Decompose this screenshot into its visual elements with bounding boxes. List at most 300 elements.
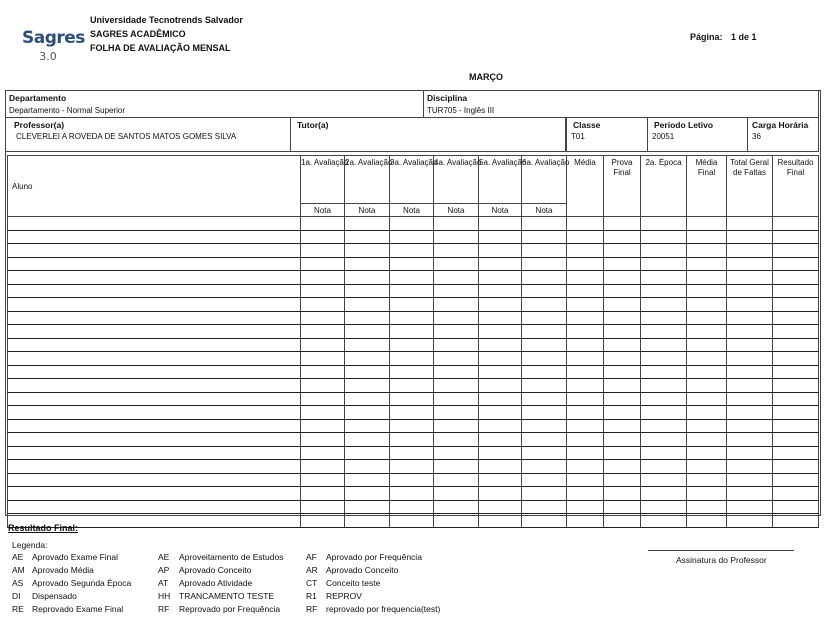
grade-cell [345,365,390,379]
eval-4-header: 4a. Avaliação [434,156,479,204]
grade-cell [567,298,604,312]
grade-cell [390,217,434,231]
professor-label: Professor(a) [14,120,65,130]
student-row [8,433,819,447]
grade-cell [390,284,434,298]
grade-cell [345,392,390,406]
grade-cell [390,311,434,325]
grade-cell [522,433,567,447]
grade-cell [604,460,641,474]
grade-cell [479,298,522,312]
grade-cell [301,311,345,325]
grade-cell [8,392,301,406]
grade-cell [727,338,773,352]
grade-cell [773,257,819,271]
grade-cell [479,217,522,231]
grade-cell [434,379,479,393]
hours-value: 36 [752,132,761,141]
grade-cell [727,379,773,393]
student-row [8,298,819,312]
grade-cell [641,392,687,406]
grade-cell [604,230,641,244]
grade-cell [345,230,390,244]
grade-cell [8,365,301,379]
grade-cell [479,257,522,271]
sagres-logo [22,28,85,63]
grade-cell [522,338,567,352]
grade-cell [641,325,687,339]
legend-text: Aprovado Segunda Época [32,578,132,588]
grade-cell [345,406,390,420]
grade-cell [390,487,434,501]
grade-cell [773,487,819,501]
eval-3-header: 3a. Avaliação [390,156,434,204]
grade-cell [434,352,479,366]
grade-cell [434,419,479,433]
grade-cell [567,392,604,406]
grade-cell [773,311,819,325]
grade-cell [522,406,567,420]
grade-cell [604,487,641,501]
student-row [8,446,819,460]
grade-cell [567,419,604,433]
grade-cell [604,217,641,231]
university-name: Universidade Tecnotrends Salvador [90,15,243,25]
grade-cell [8,433,301,447]
grade-cell [567,460,604,474]
grade-cell [522,325,567,339]
student-row [8,338,819,352]
grade-cell [345,217,390,231]
legend-code: AF [306,552,317,562]
grade-cell [773,217,819,231]
grade-cell [479,284,522,298]
grade-cell [727,514,773,528]
legend-text: Reprovado por Frequência [179,604,281,614]
grade-cell [8,460,301,474]
grade-cell [8,284,301,298]
grade-cell [434,257,479,271]
class-box [566,117,648,152]
grade-cell [522,487,567,501]
grade-cell [345,338,390,352]
grade-cell [727,257,773,271]
grade-cell [641,352,687,366]
legend-code: CT [306,578,318,588]
grade-cell [479,514,522,528]
period-value: 20051 [652,132,675,141]
grade-cell [434,271,479,285]
student-row [8,230,819,244]
grade-cell [8,217,301,231]
grade-cell [567,244,604,258]
grade-cell [727,433,773,447]
grade-cell [434,406,479,420]
grade-cell [434,244,479,258]
legend-code: AE [158,552,170,562]
grade-cell [479,500,522,514]
grade-cell [604,284,641,298]
grade-cell [301,217,345,231]
grade-cell [604,473,641,487]
page-value: 1 de 1 [731,32,757,42]
grade-cell [727,500,773,514]
grade-cell [522,460,567,474]
document-header [90,13,243,55]
grade-cell [567,446,604,460]
grade-cell [567,311,604,325]
grade-cell [434,514,479,528]
legend-text: TRANCAMENTO TESTE [179,591,275,601]
grade-cell [301,406,345,420]
grade-cell [604,514,641,528]
legend-text: Aprovado Média [32,565,94,575]
legend-text: REPROV [326,591,362,601]
grade-cell [522,419,567,433]
grade-cell [390,460,434,474]
grade-cell [8,325,301,339]
eval-2-header: 2a. Avaliação [345,156,390,204]
grade-cell [434,446,479,460]
grade-cell [434,284,479,298]
legend-text: Aprovado Conceito [179,565,252,575]
legend-text: Dispensado [32,591,77,601]
grade-cell [773,244,819,258]
grade-cell [345,473,390,487]
eval-6-header: 6a. Avaliação [522,156,567,204]
grade-cell [301,325,345,339]
grade-cell [8,311,301,325]
grade-cell [522,379,567,393]
grade-cell [687,406,727,420]
grade-cell [773,514,819,528]
department-label: Departamento [9,93,67,103]
grade-cell [390,352,434,366]
legend-code: AS [12,578,24,588]
form-title: FOLHA DE AVALIAÇÃO MENSAL [90,43,231,53]
grade-cell [390,298,434,312]
student-row [8,284,819,298]
logo-name: Sagres [22,28,85,48]
grade-cell [567,487,604,501]
grade-cell [8,352,301,366]
grade-cell [8,500,301,514]
discipline-label: Disciplina [427,93,468,103]
class-value: T01 [571,132,585,141]
grade-cell [390,379,434,393]
grade-cell [727,365,773,379]
grade-cell [345,487,390,501]
media-header: Média [567,156,604,217]
grade-cell [390,500,434,514]
grade-cell [8,271,301,285]
grade-cell [727,325,773,339]
grade-cell [434,500,479,514]
hours-label: Carga Horária [752,120,809,130]
grade-cell [301,500,345,514]
grade-cell [727,284,773,298]
grade-cell [390,514,434,528]
grade-cell [687,446,727,460]
grade-cell [434,365,479,379]
student-row [8,473,819,487]
grade-cell [479,460,522,474]
eval-2-nota: Nota [345,204,390,217]
grade-cell [567,284,604,298]
grade-cell [301,257,345,271]
student-row [8,325,819,339]
grade-cell [479,338,522,352]
eval-5-nota: Nota [479,204,522,217]
grade-cell [390,419,434,433]
grade-cell [773,298,819,312]
legend-code: RF [158,604,170,614]
grade-cell [301,473,345,487]
grade-cell [8,473,301,487]
grade-cell [522,217,567,231]
grade-cell [8,379,301,393]
grade-cell [301,244,345,258]
legend-text: Aprovado Exame Final [32,552,118,562]
grade-cell [567,514,604,528]
grade-cell [773,379,819,393]
legend-code: HH [158,591,171,601]
grade-cell [567,217,604,231]
grade-cell [687,365,727,379]
grade-cell [687,217,727,231]
class-label: Classe [573,120,601,130]
grade-cell [522,244,567,258]
grade-cell [727,230,773,244]
grade-cell [567,230,604,244]
page-indicator [690,30,757,44]
legend-code: DI [12,591,21,601]
grade-cell [687,352,727,366]
grade-cell [390,230,434,244]
grade-cell [345,271,390,285]
result-title: Resultado Final: [8,523,79,533]
grade-cell [479,271,522,285]
grade-cell [727,298,773,312]
grade-cell [641,473,687,487]
grade-cell [522,500,567,514]
grade-cell [773,433,819,447]
tutor-box [290,117,566,152]
grade-cell [8,230,301,244]
grade-cell [522,392,567,406]
grade-cell [641,271,687,285]
total-faltas-header: Total Geral de Faltas [727,156,773,217]
grade-cell [8,244,301,258]
grade-cell [434,433,479,447]
grade-cell [641,217,687,231]
grade-cell [773,271,819,285]
grade-cell [687,500,727,514]
grade-cell [390,433,434,447]
legend-text: reprovado por frequencia(test) [326,604,441,614]
grade-cell [434,473,479,487]
grade-cell [567,379,604,393]
grade-cell [301,352,345,366]
grade-cell [479,392,522,406]
grade-cell [301,338,345,352]
eval-4-nota: Nota [434,204,479,217]
grade-cell [434,392,479,406]
grade-cell [345,284,390,298]
grade-cell [641,298,687,312]
period-label: Período Letivo [654,120,714,130]
grade-grid [7,155,819,528]
grade-cell [345,352,390,366]
legend-text: Aprovado por Frequência [326,552,422,562]
grade-cell [8,419,301,433]
department-box [5,90,424,118]
grade-cell [390,392,434,406]
discipline-value: TUR705 - Inglês III [427,106,495,115]
grade-cell [604,271,641,285]
grade-cell [390,446,434,460]
grade-cell [727,217,773,231]
legend-code: AE [12,552,24,562]
signature-line [648,550,794,551]
grade-cell [604,392,641,406]
grade-cell [641,230,687,244]
grade-cell [687,487,727,501]
logo-version: 3.0 [39,50,57,63]
grade-cell [345,446,390,460]
grade-cell [567,433,604,447]
grade-cell [479,419,522,433]
grade-cell [604,325,641,339]
student-row [8,500,819,514]
grade-cell [604,433,641,447]
grade-cell [727,446,773,460]
tutor-label: Tutor(a) [297,120,329,130]
grade-cell [727,392,773,406]
grade-cell [479,379,522,393]
grade-cell [390,271,434,285]
grade-cell [390,257,434,271]
eval-3-nota: Nota [390,204,434,217]
student-row [8,460,819,474]
grade-cell [434,217,479,231]
discipline-box [423,90,819,118]
grade-cell [390,244,434,258]
grade-cell [687,257,727,271]
grade-cell [641,244,687,258]
grade-cell [604,446,641,460]
grade-cell [522,446,567,460]
grade-cell [8,338,301,352]
legend-code: AR [306,565,318,575]
grade-cell [479,230,522,244]
legend-text: Conceito teste [326,578,381,588]
grade-cell [345,460,390,474]
grade-cell [8,406,301,420]
student-row [8,244,819,258]
grade-cell [434,460,479,474]
page-label: Página: [690,32,723,42]
grade-cell [773,406,819,420]
grade-cell [727,419,773,433]
grade-cell [522,271,567,285]
grade-cell [434,311,479,325]
grade-cell [641,406,687,420]
grade-cell [345,514,390,528]
grade-cell [641,379,687,393]
student-row [8,487,819,501]
grade-cell [687,311,727,325]
grade-cell [301,230,345,244]
grade-cell [567,406,604,420]
grade-cell [522,365,567,379]
grade-cell [8,298,301,312]
grade-cell [522,311,567,325]
department-value: Departamento - Normal Superior [9,106,126,115]
grade-cell [522,352,567,366]
grade-cell [727,406,773,420]
eval-5-header: 5a. Avaliação [479,156,522,204]
grade-cell [522,284,567,298]
grade-cell [641,446,687,460]
grade-cell [345,311,390,325]
grade-cell [434,487,479,501]
grade-cell [301,514,345,528]
grade-cell [479,433,522,447]
grade-cell [345,244,390,258]
grade-cell [345,298,390,312]
grade-cell [687,338,727,352]
hours-box [747,117,819,152]
grade-cell [773,230,819,244]
professor-value: CLEVERLEI A ROVEDA DE SANTOS MATOS GOMES SILVA [16,132,237,141]
grade-cell [479,365,522,379]
grade-cell [479,473,522,487]
grade-cell [687,419,727,433]
grade-cell [641,514,687,528]
student-row [8,406,819,420]
grade-cell [641,460,687,474]
grade-cell [345,419,390,433]
eval-6-nota: Nota [522,204,567,217]
grade-cell [434,298,479,312]
grade-cell [301,379,345,393]
grade-cell [773,325,819,339]
grade-cell [773,460,819,474]
grade-cell [390,338,434,352]
grade-cell [604,406,641,420]
grade-cell [345,325,390,339]
grade-cell [390,325,434,339]
system-name: SAGRES ACADÊMICO [90,29,186,39]
student-row [8,271,819,285]
grade-cell [641,419,687,433]
segunda-epoca-header: 2a. Época [641,156,687,217]
grade-cell [567,365,604,379]
grade-cell [301,271,345,285]
grade-cell [641,487,687,501]
grade-cell [8,487,301,501]
grade-cell [773,338,819,352]
grade-cell [522,298,567,312]
grade-cell [727,244,773,258]
grade-cell [687,392,727,406]
grade-cell [390,406,434,420]
grade-cell [479,487,522,501]
grade-cell [641,433,687,447]
grade-cell [604,352,641,366]
grade-cell [727,352,773,366]
